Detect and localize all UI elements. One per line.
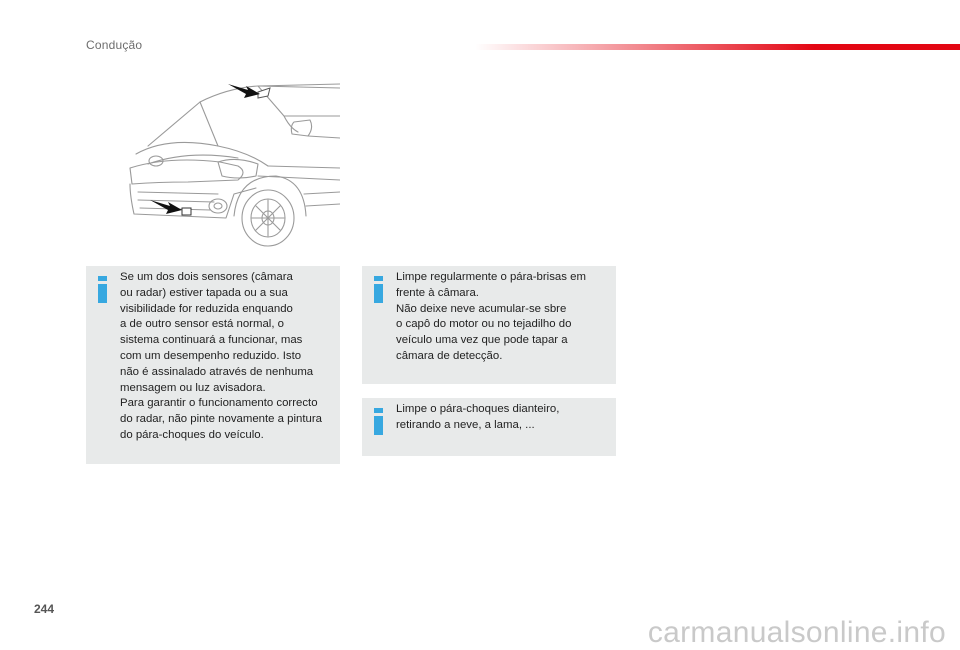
info-note bbox=[362, 398, 616, 456]
radar-sensor-marker bbox=[182, 208, 191, 215]
title-accent-bar bbox=[475, 44, 960, 50]
van-illustration bbox=[108, 76, 340, 248]
info-note bbox=[362, 266, 616, 384]
info-icon bbox=[374, 276, 383, 304]
info-note-text: Limpe regularmente o pára-brisas em frente à câmara. Não deixe neve acumular-se sbre o capô do motor ou no tejadilho do veículo uma vez que pode tapar a câmara de detecção. bbox=[396, 271, 586, 362]
info-note bbox=[86, 266, 340, 464]
watermark: carmanualsonline.info bbox=[647, 616, 946, 649]
page-number: 244 bbox=[34, 602, 55, 616]
section-title: Condução bbox=[86, 38, 143, 52]
info-note-text: Limpe o pára-choques dianteiro, retirando a neve, a lama, ... bbox=[396, 403, 560, 431]
arrow-pointer-icon bbox=[150, 200, 182, 214]
camera-sensor-marker bbox=[258, 88, 270, 98]
info-note-text: Se um dos dois sensores (câmara ou radar) estiver tapada ou a sua visibilidade for reduzida enquando a de outro sensor está normal, o sistema continuará a funcionar, mas com um desempenho reduzido. Isto não é assinalado através de nenhuma mensagem ou luz avisadora. Para garantir o funcionamento correcto do radar, não pinte novamente a pintura do pára-choques do veículo. bbox=[120, 271, 323, 441]
info-icon bbox=[374, 408, 383, 436]
info-icon bbox=[98, 276, 107, 304]
